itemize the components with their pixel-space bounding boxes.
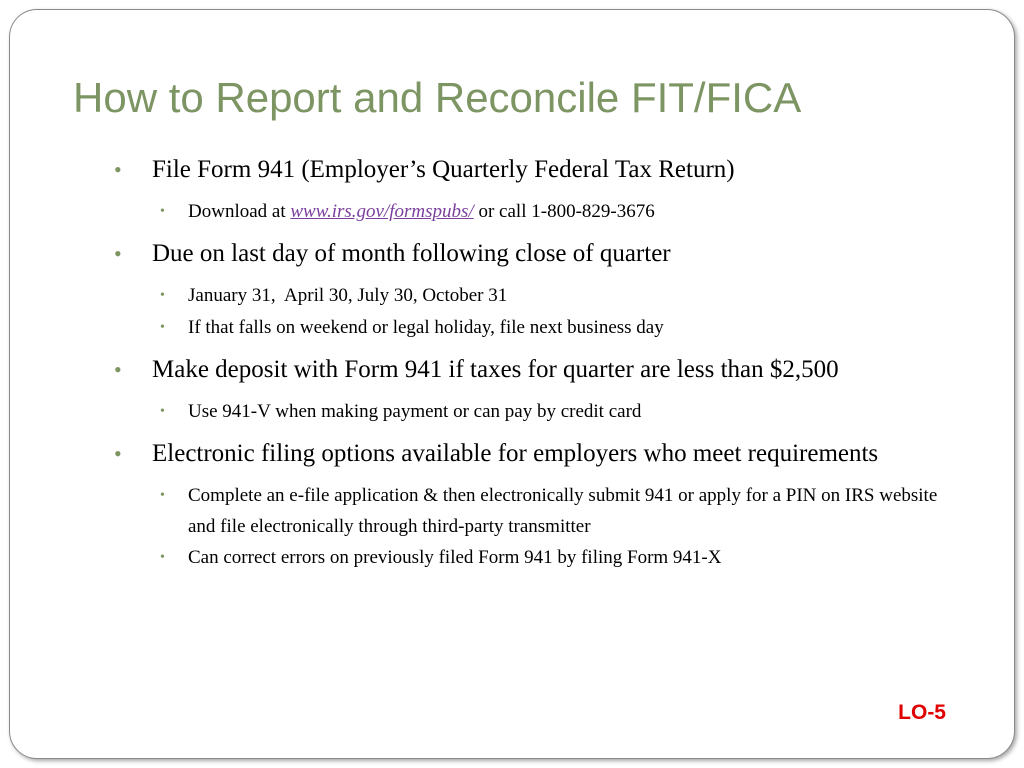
bullet-text: Make deposit with Form 941 if taxes for quarter are less than $2,500 (152, 356, 839, 383)
bullet-icon: • (114, 157, 122, 182)
sub-bullet-prefix: Download at (188, 201, 291, 222)
sub-bullet-text: January 31, April 30, July 30, October 31 (188, 285, 508, 306)
irs-formspubs-link[interactable]: www.irs.gov/formspubs/ (290, 201, 474, 222)
sub-bullet-suffix: or call 1-800-829-3676 (473, 201, 655, 222)
bullet-text: Due on last day of month following close of quarter (152, 240, 671, 267)
bullet-list (110, 150, 960, 574)
sub-bullet-weekend-rule (110, 312, 960, 344)
bullet-icon: • (114, 441, 122, 466)
sub-bullet-efile-application (110, 480, 960, 542)
bullet-item-make-deposit (110, 350, 960, 390)
sub-bullet-941v (110, 396, 960, 428)
bullet-item-file-form-941 (110, 150, 960, 190)
sub-bullet-dates (110, 280, 960, 312)
bullet-icon: • (114, 357, 122, 382)
learning-objective-label: LO-5 (898, 701, 946, 724)
sub-bullet-icon: • (160, 204, 165, 219)
sub-bullet-icon: • (160, 550, 165, 565)
bullet-item-electronic-filing (110, 434, 960, 474)
sub-bullet-941x (110, 542, 960, 574)
bullet-text: File Form 941 (Employer’s Quarterly Federal Tax Return) (152, 156, 735, 183)
slide-title: How to Report and Reconcile FIT/FICA (73, 74, 802, 121)
bullet-item-due-date (110, 234, 960, 274)
sub-bullet-icon: • (160, 288, 165, 303)
bullet-text: Electronic filing options available for employers who meet requirements (152, 440, 879, 467)
sub-bullet-download (110, 196, 960, 228)
sub-bullet-text: Use 941-V when making payment or can pay by credit card (188, 401, 642, 422)
sub-bullet-icon: • (160, 404, 165, 419)
sub-bullet-icon: • (160, 320, 165, 335)
sub-bullet-text: Can correct errors on previously filed Form 941 by filing Form 941-X (188, 547, 722, 568)
sub-bullet-icon: • (160, 488, 165, 503)
sub-bullet-text: Complete an e-file application & then electronically submit 941 or apply for a PIN on IRS website and file electronically through third-party transmitter (188, 485, 938, 537)
sub-bullet-text: If that falls on weekend or legal holiday, file next business day (188, 317, 664, 338)
bullet-icon: • (114, 241, 122, 266)
